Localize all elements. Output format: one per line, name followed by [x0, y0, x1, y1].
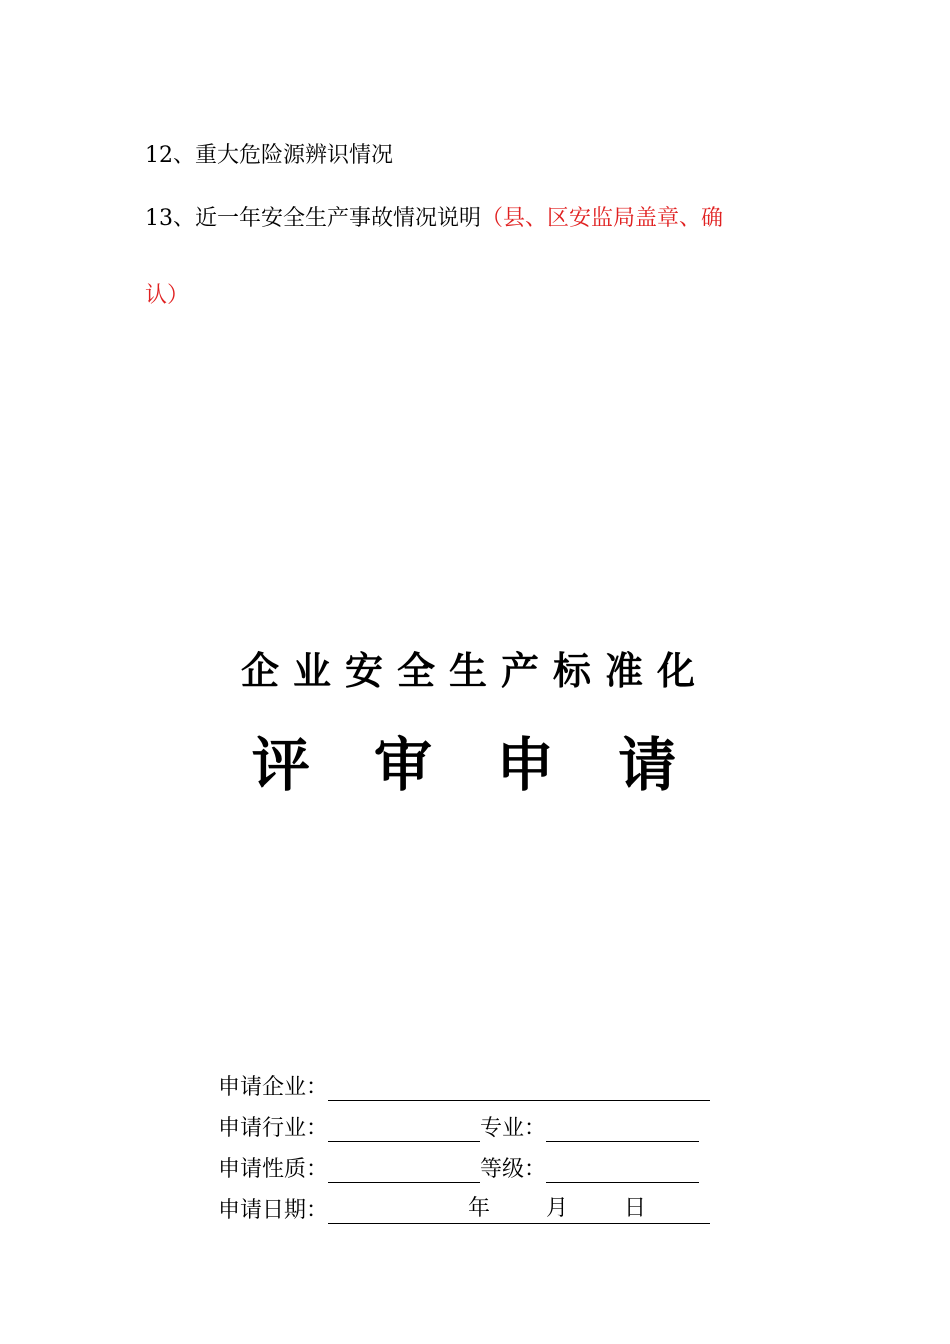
grade-field[interactable] — [546, 1154, 699, 1183]
year-label: 年 — [468, 1196, 491, 1221]
day-label: 日 — [624, 1196, 647, 1221]
item-12: 12、重大危险源辨识情况 — [145, 143, 393, 168]
industry-row — [218, 1101, 710, 1142]
specialty-field[interactable] — [546, 1113, 699, 1142]
specialty-label: 专业： — [480, 1116, 547, 1141]
document-subtitle: 评 审 申 请 — [251, 731, 699, 799]
month-label: 月 — [546, 1196, 569, 1221]
industry-field[interactable] — [328, 1113, 480, 1142]
date-label: 申请日期： — [218, 1198, 329, 1223]
date-row — [218, 1183, 710, 1224]
enterprise-field[interactable] — [328, 1072, 710, 1101]
item-13-note-cont: 认） — [145, 283, 190, 308]
grade-label: 等级： — [480, 1157, 547, 1182]
item-13-note: （县、区安监局盖章、确 — [481, 206, 724, 231]
application-form — [218, 1060, 710, 1224]
item-13-main: 13、近一年安全生产事故情况说明 — [145, 206, 481, 231]
date-field[interactable] — [328, 1195, 710, 1224]
nature-label: 申请性质： — [218, 1157, 329, 1182]
enterprise-row — [218, 1060, 710, 1101]
document-title: 企业安全生产标准化 — [240, 649, 709, 693]
item-13 — [145, 201, 723, 232]
industry-label: 申请行业： — [218, 1116, 329, 1141]
nature-row — [218, 1142, 710, 1183]
nature-field[interactable] — [328, 1154, 480, 1183]
enterprise-label: 申请企业： — [218, 1075, 329, 1100]
